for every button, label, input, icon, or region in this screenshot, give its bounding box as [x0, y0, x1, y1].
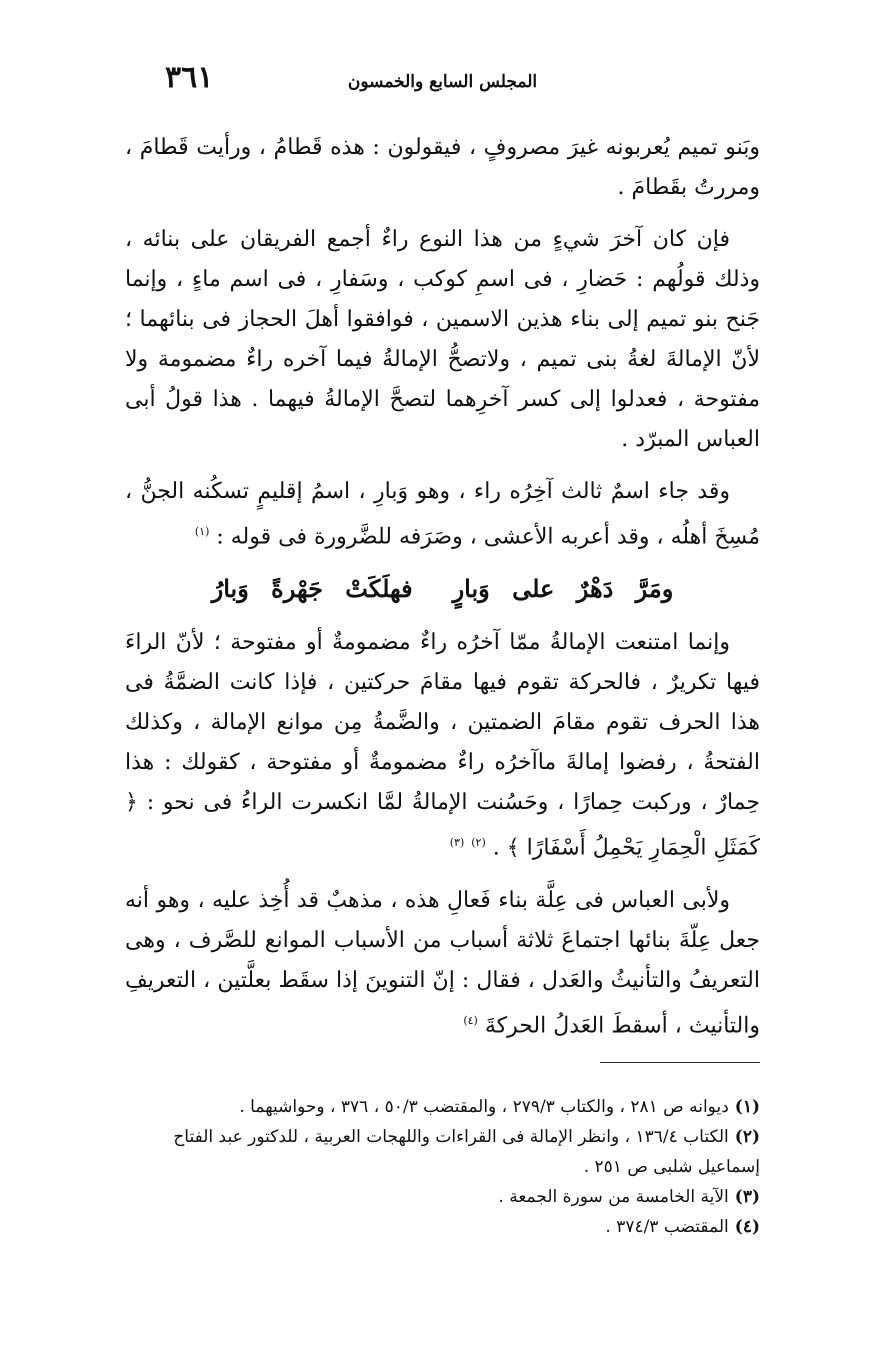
verse-first-hemistich: ومَرَّ دَهْرٌ على وَبارٍ: [452, 574, 674, 604]
footnote-text: المقتضب ٣٧٤/٣ .: [605, 1217, 729, 1237]
page-number: ٣٦١: [165, 60, 214, 95]
paragraph-5: [125, 881, 760, 1046]
paragraph-3: [125, 472, 760, 557]
footnote-number: (٢): [734, 1127, 760, 1147]
footnote-2: [125, 1122, 760, 1182]
poetry-verse: [125, 569, 760, 609]
paragraph-3-text: وقد جاء اسمٌ ثالث آخِرُه راء ، وهو وَبارِ ، اسمُ إقليمٍ تسكُنه الجنُّ ، مُسِخَ أهلُه ، وقد أعربه الأعشى ، وصَرَفه للضَّرورة فى قوله :: [125, 479, 760, 550]
verse-second-hemistich: فهلَكَتْ جَهْرةً وَبارُ: [211, 574, 413, 604]
footnote-number: (٣): [734, 1187, 760, 1207]
footnote-text: الكتاب ١٣٦/٤ ، وانظر الإمالة فى القراءات واللهجات العربية ، للدكتور عبد الفتاح إسماعيل شلبى ص ٢٥١ .: [173, 1127, 760, 1177]
footnote-separator: [600, 1062, 760, 1063]
paragraph-2: فإن كان آخرَ شيءٍ من هذا النوع راءٌ أجمع الفريقان على بنائه ، وذلك قولُهم : حَضارِ ، فى اسمِ كوكب ، وسَفارِ ، فى اسم ماءٍ ، وإنما جَنح بنو تميم إلى بناء هذين الاسمين ، فوافقوا أهلَ الحجاز فى بنائهما ؛ لأنّ الإمالةَ لغةُ بنى تميم ، ولاتصحُّ الإمالةُ فيما آخره راءٌ مضمومة ولا مفتوحة ، فعدلوا إلى كسر آخرِهما لتصحَّ الإمالةُ فيهما . هذا قولُ أبى العباس المبرّد .: [125, 227, 760, 452]
footnotes: [125, 1092, 760, 1242]
paragraph-4-text: وإنما امتنعت الإمالةُ ممّا آخرُه راءٌ مضمومةٌ أو مفتوحة ؛ لأنّ الراءَ فيها تكريرٌ ، فالحركة تقوم فيها مقامَ حركتين ، فإذا كانت الضمَّةُ فى هذا الحرف تقوم مقامَ الضمتين ، والضَّمةُ مِن موانع الإمالة ، وكذلك الفتحةُ ، رفضوا إمالةَ ماآخرُه راءٌ مضمومةٌ أو مفتوحة ، كقولك : هذا حِمارٌ ، وركبت حِمارًا ، وحَسُنت الإمالةُ لمَّا انكسرت الراءُ فى نحو : ﴿ كَمَثَلِ الْحِمَارِ يَحْمِلُ أَسْفَارًا ﴾ .: [125, 630, 760, 861]
footnote-text: الآية الخامسة من سورة الجمعة .: [498, 1187, 729, 1207]
footnote-number: (١): [734, 1097, 760, 1117]
footnote-4: [125, 1212, 760, 1242]
chapter-title: المجلس السابع والخمسون: [347, 72, 538, 92]
footnote-1: [125, 1092, 760, 1122]
page-header: [125, 60, 760, 110]
footnote-ref-3: (٣): [449, 836, 465, 850]
footnote-3: [125, 1182, 760, 1212]
footnote-ref-1: (١): [194, 525, 210, 538]
footnote-number: (٤): [734, 1217, 760, 1237]
paragraph-1: وبَنو تميم يُعربونه غيرَ مصروفٍ ، فيقولون : هذه قَطامُ ، ورأيت قَطامَ ، ومررتُ بقَطامَ .: [125, 135, 760, 200]
paragraph-5-text: ولأبى العباس فى عِلَّة بناء فَعالِ هذه ، مذهبٌ قد أُخِذ عليه ، وهو أنه جعل عِلّةَ بنائها اجتماعَ ثلاثة أسباب من الأسباب الموانع للصَّرف ، وهى التعريفُ والتأنيثُ والعَدل ، فقال : إنّ التنوينَ إذا سقَط بعلَّتين ، التعريفِ والتأنيث ، أسقطَ العَدلُ الحركةَ: [125, 887, 760, 1038]
footnote-ref-4: (٤): [463, 1013, 478, 1027]
footnote-text: ديوانه ص ٢٨١ ، والكتاب ٢٧٩/٣ ، والمقتضب ٥٠/٣ ، ٣٧٦ ، وحواشيهما .: [239, 1097, 729, 1117]
footnote-ref-2: (٢): [471, 836, 486, 850]
main-text: [125, 128, 760, 1058]
paragraph-4: [125, 623, 760, 868]
